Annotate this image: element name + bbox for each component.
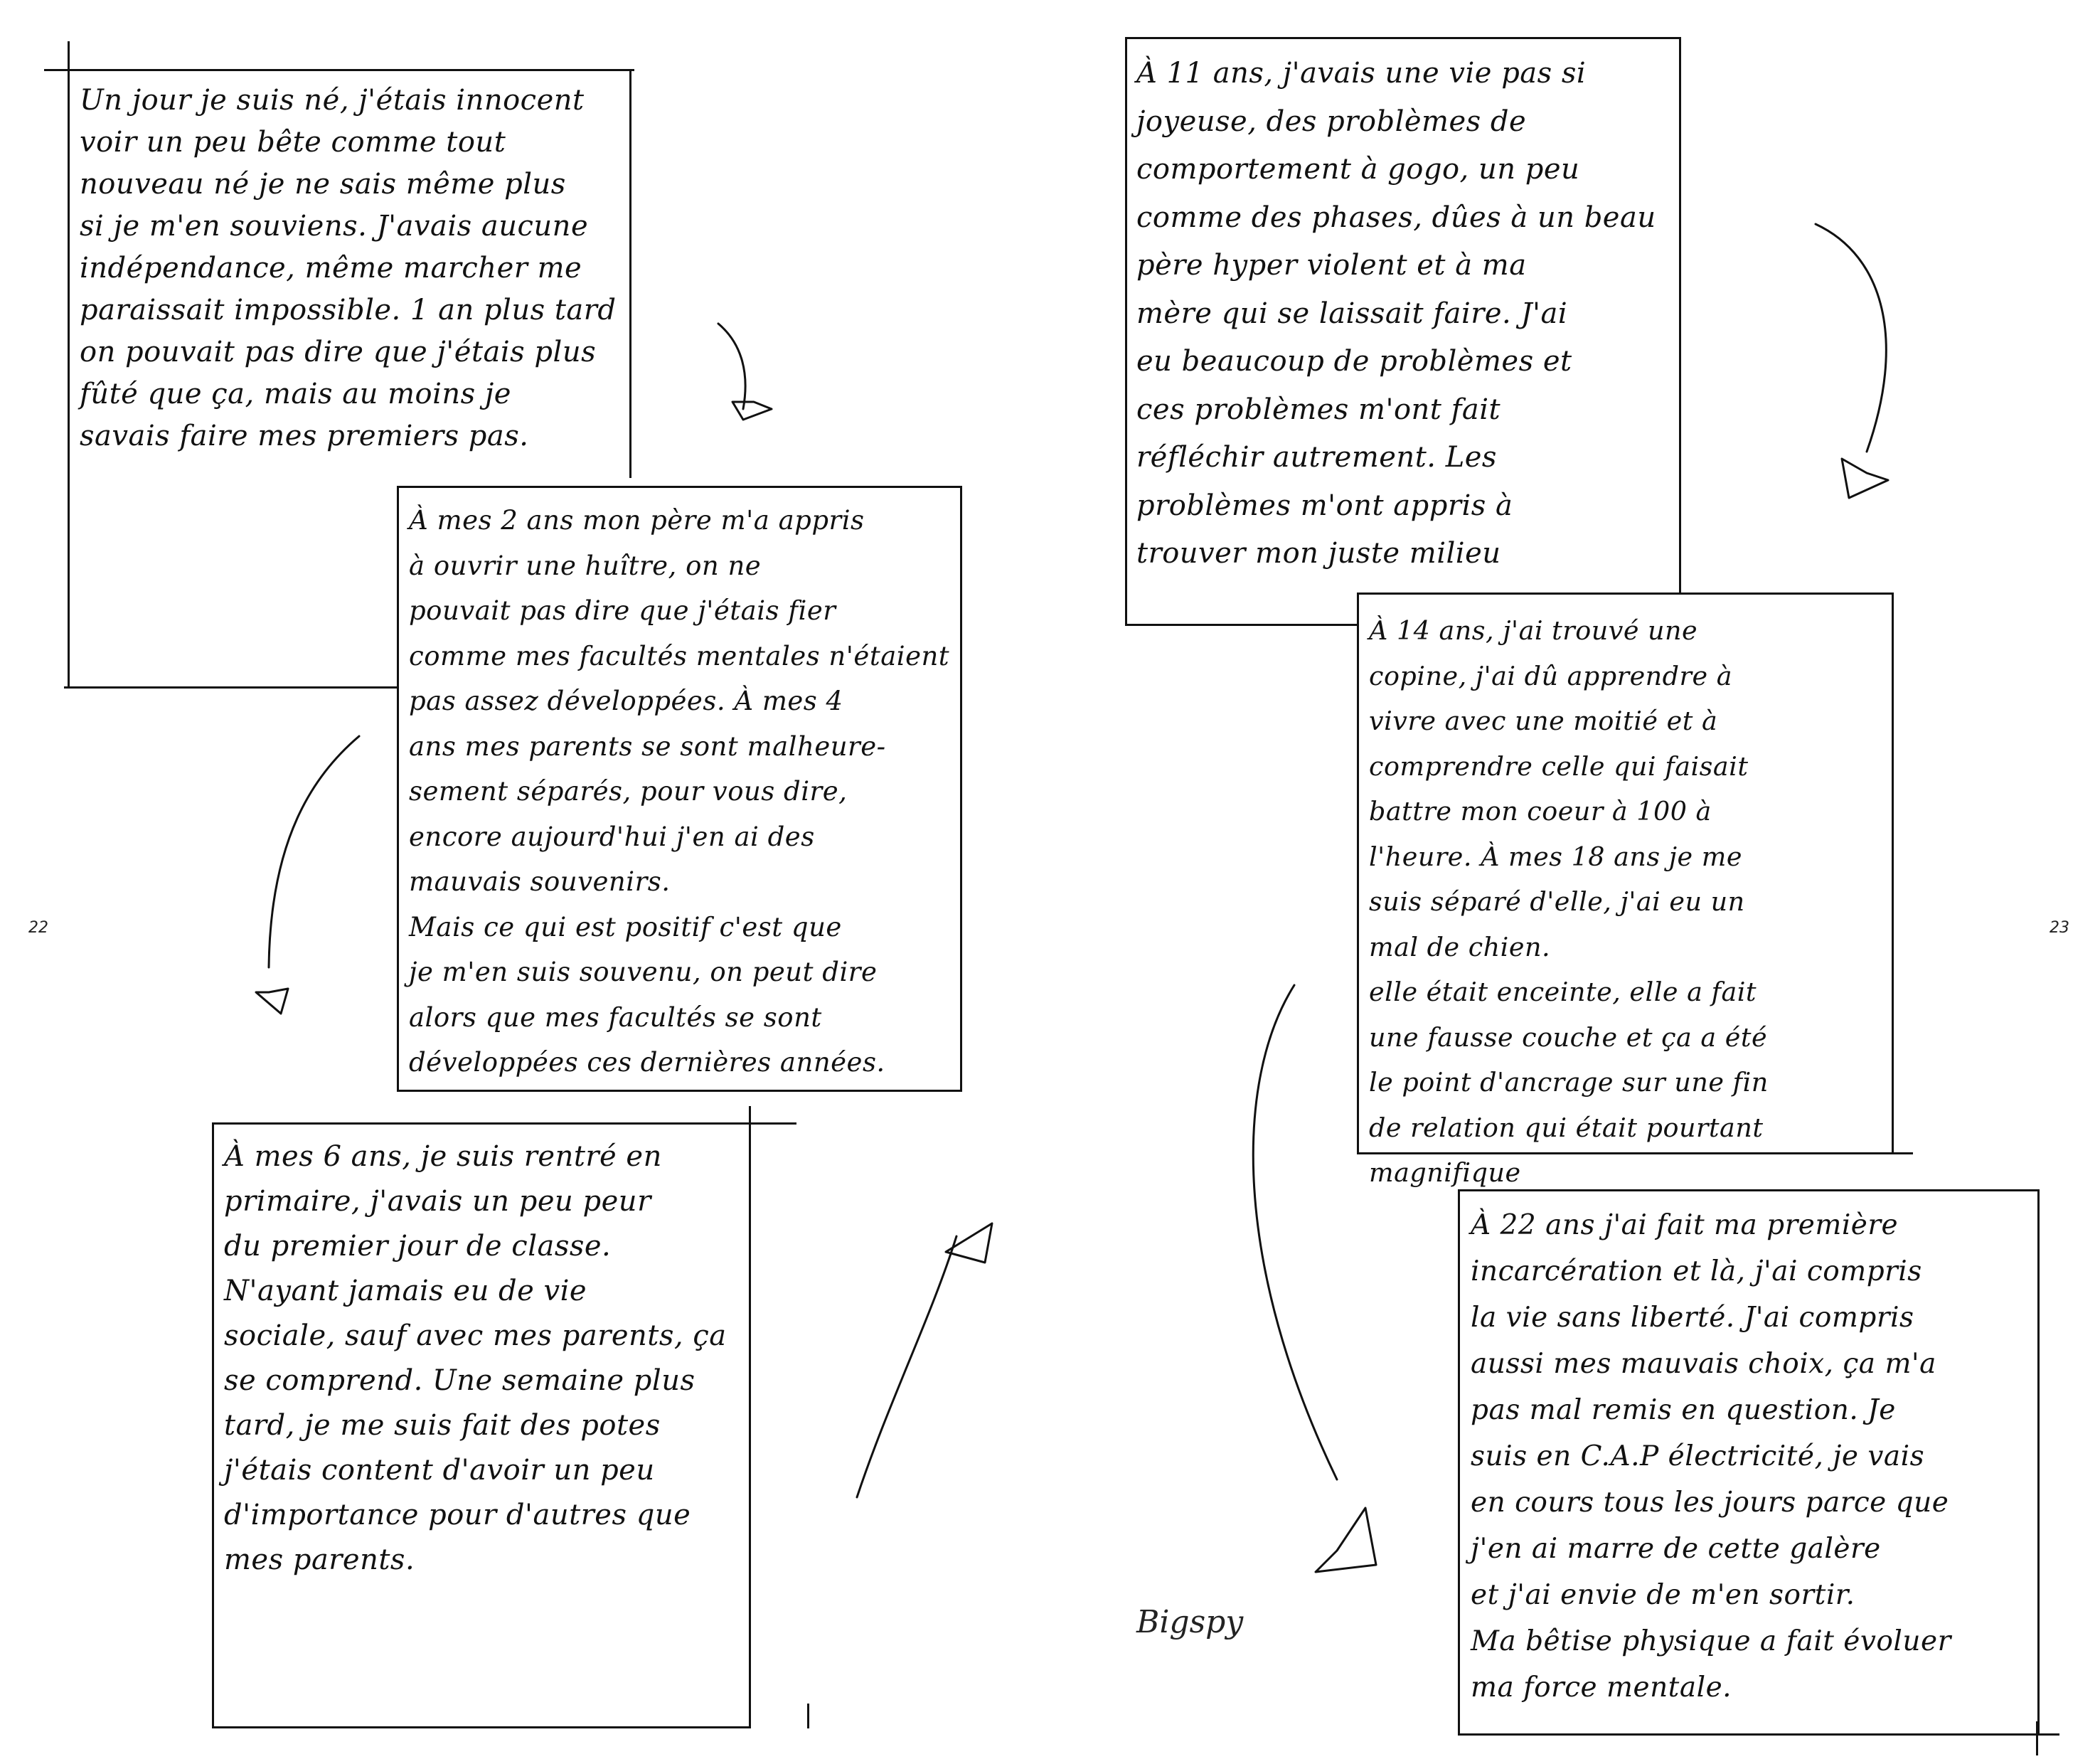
entry-text-age-22: À 22 ans j'ai fait ma première incarcération et là, j'ai compris la vie sans liberté. J'ai compris aussi mes mauvais choix, ça m'a pas mal remis en question. Je suis en C.A.P électricité, je vais en cours tous les jours parce que j'en ai marre de cette galère et j'ai envie de m'en sortir. Ma bêtise physique a fait évoluer ma force mentale. (1471, 1209, 1951, 1704)
box-birth-bottom-line (64, 686, 398, 689)
entry-text-age-11: À 11 ans, j'avais une vie pas si joyeuse, des problèmes de comportement à gogo, un peu comme des phases, dûes à un beau père hyper violent et à ma mère qui se laissait faire. J'ai eu beaucoup de problèmes et ces problèmes m'ont fait réfléchir autrement. Les problèmes m'ont appris à trouver mon juste milieu (1136, 57, 1656, 570)
box-birth-right-line (629, 69, 631, 478)
box-age-6-top-extension (212, 1122, 796, 1125)
box-age-6-right-overhang (749, 1106, 751, 1126)
box-birth-top-line (44, 69, 634, 71)
box-birth-left-overhang (68, 41, 70, 71)
box-age-22-right-overhang (2036, 1721, 2038, 1755)
entry-text-age-14: À 14 ans, j'ai trouvé une copine, j'ai dû apprendre à vivre avec une moitié et à comprendre celle qui faisait battre mon coeur à 100 à l'heure. À mes 18 ans je me suis séparé d'elle, j'ai eu un mal de chien. elle était enceinte, elle a fait une fausse couche et ça a été le point d'ancrage sur une fin de relation qui était pourtant magnifique (1369, 615, 1769, 1188)
box-age-6-bottom-overhang (807, 1704, 809, 1728)
box-age-22-bottom-extension (1458, 1733, 2059, 1736)
page-number-left: 22 (28, 919, 48, 937)
page-number-right: 23 (2050, 919, 2069, 937)
signature: Bigspy (1136, 1604, 1244, 1640)
entry-text-birth: Un jour je suis né, j'étais innocent voir un peu bête comme tout nouveau né je ne sais même plus si je m'en souviens. J'avais aucune indépendance, même marcher me paraissait impossible. 1 an plus tard on pouvait pas dire que j'étais plus fûté que ça, mais au moins je savais faire mes premiers pas. (80, 84, 617, 452)
entry-text-age-2: À mes 2 ans mon père m'a appris à ouvrir une huître, on ne pouvait pas dire que j'étais fier comme mes facultés mentales n'étaient pas assez développées. À mes 4 ans mes parents se sont malheure- sement séparés, pour vous dire, encore aujourd'hui j'en ai des mauvais souvenirs. Mais ce qui est positif c'est que je m'en suis souvenu, on peut dire alors que mes facultés se sont développées ces dernières années. (409, 505, 950, 1078)
entry-text-age-6: À mes 6 ans, je suis rentré en primaire, j'avais un peu peur du premier jour de classe. N'ayant jamais eu de vie sociale, sauf avec mes parents, ça se comprend. Une semaine plus tard, je me suis fait des potes j'étais content d'avoir un peu d'importance pour d'autres que mes parents. (224, 1140, 727, 1576)
